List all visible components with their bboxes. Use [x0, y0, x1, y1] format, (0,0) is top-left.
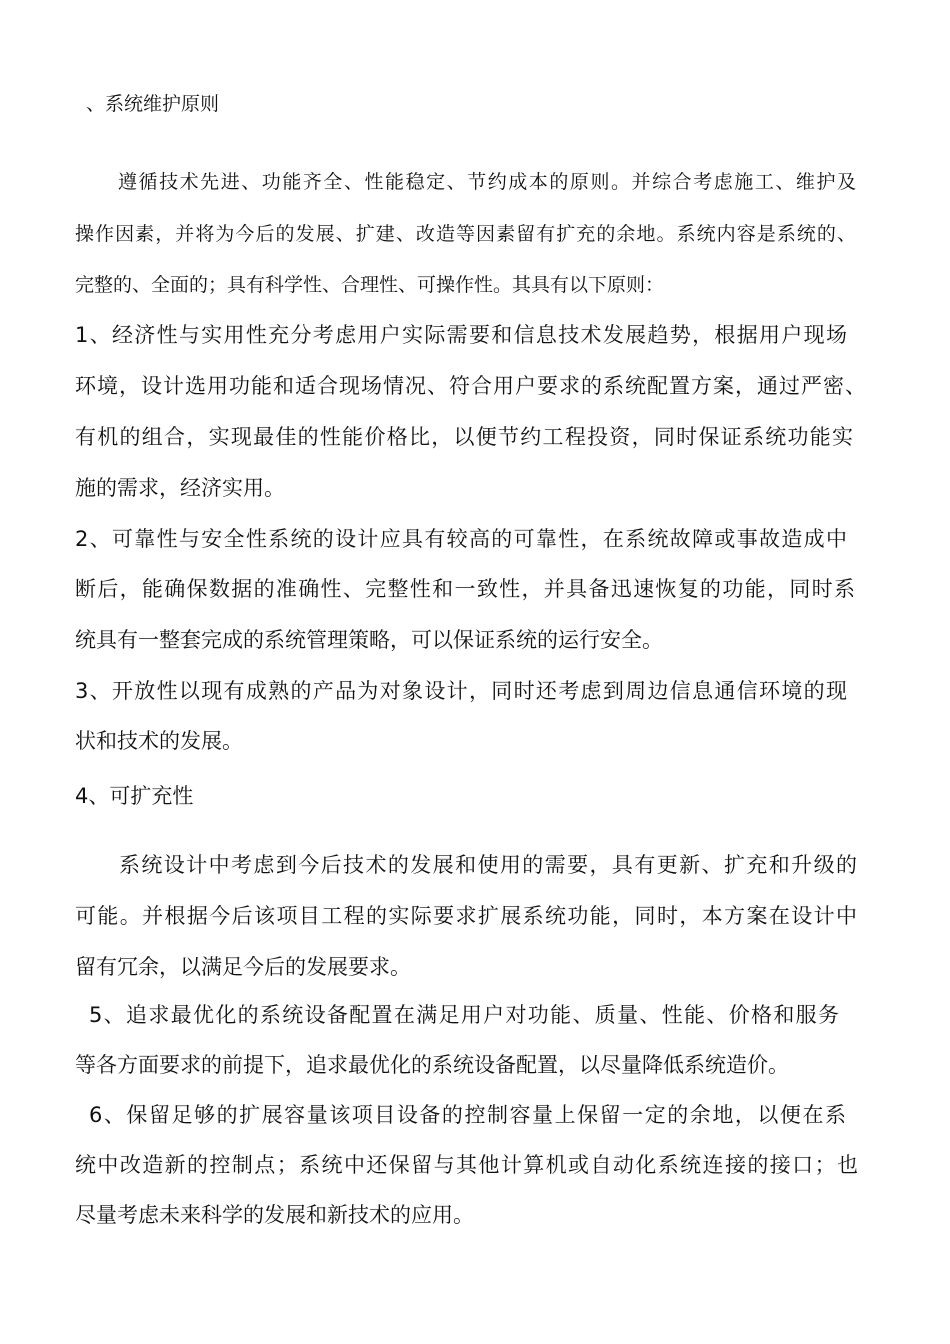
principle-4-heading: 4、可扩充性 [75, 784, 194, 808]
principle-1-line-4: 施的需求，经济实用。 [75, 476, 285, 500]
principle-5-line-1: 5、追求最优化的系统设备配置在满足用户对功能、质量、性能、价格和服务 [89, 1003, 839, 1027]
principle-3-line-1: 3、开放性以现有成熟的产品为对象设计，同时还考虑到周边信息通信环境的现 [75, 679, 847, 703]
principle-1-line-1: 1、经济性与实用性充分考虑用户实际需要和信息技术发展趋势，根据用户现场 [75, 323, 847, 347]
principle-5-line-2: 等各方面要求的前提下，追求最优化的系统设备配置，以尽量降低系统造价。 [75, 1053, 789, 1077]
principle-6-line-1: 6、保留足够的扩展容量该项目设备的控制容量上保留一定的余地，以便在系 [89, 1103, 846, 1127]
principle-4-line-3: 留有冗余，以满足今后的发展要求。 [75, 955, 411, 979]
intro-line-2: 操作因素，并将为今后的发展、扩建、改造等因素留有扩充的余地。系统内容是系统的、 [75, 223, 856, 245]
principle-6-line-2: 统中改造新的控制点；系统中还保留与其他计算机或自动化系统连接的接口；也 [75, 1153, 858, 1177]
section-heading: 、系统维护原则 [86, 93, 220, 115]
intro-line-1: 遵循技术先进、功能齐全、性能稳定、节约成本的原则。并综合考虑施工、维护及 [118, 171, 856, 193]
intro-line-3: 完整的、全面的；具有科学性、合理性、可操作性。其具有以下原则： [75, 274, 665, 296]
principle-3-line-2: 状和技术的发展。 [75, 729, 243, 753]
principle-1-line-2: 环境，设计选用功能和适合现场情况、符合用户要求的系统配置方案，通过严密、 [75, 374, 866, 398]
principle-2-line-2: 断后，能确保数据的准确性、完整性和一致性，并具备迅速恢复的功能，同时系 [75, 577, 855, 601]
principle-4-line-2: 可能。并根据今后该项目工程的实际要求扩展系统功能，同时，本方案在设计中 [75, 904, 857, 928]
principle-1-line-3: 有机的组合，实现最佳的性能价格比，以便节约工程投资，同时保证系统功能实 [75, 425, 853, 449]
principle-6-line-3: 尽量考虑未来科学的发展和新技术的应用。 [75, 1203, 474, 1227]
principle-2-line-1: 2、可靠性与安全性系统的设计应具有较高的可靠性，在系统故障或事故造成中 [75, 527, 847, 551]
principle-2-line-3: 统具有一整套完成的系统管理策略，可以保证系统的运行安全。 [75, 628, 663, 652]
principle-4-line-1: 系统设计中考虑到今后技术的发展和使用的需要，具有更新、扩充和升级的 [119, 853, 857, 877]
